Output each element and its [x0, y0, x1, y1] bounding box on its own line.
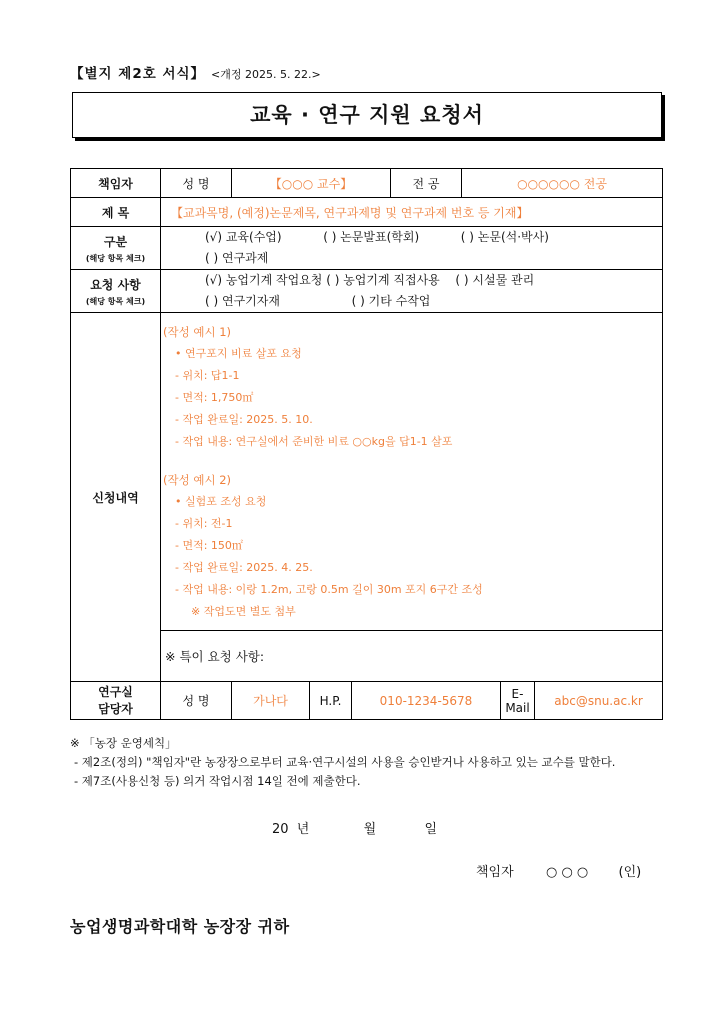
example2-line: - 작업 내용: 이랑 1.2m, 고랑 0.5m 길이 30m 포지 6구간 조성: [175, 583, 483, 596]
notes-title: ※ 「농장 운영세칙」: [70, 736, 177, 750]
request-options: [161, 270, 663, 313]
example2-note: ※ 작업도면 별도 첨부: [191, 605, 296, 618]
signer-seal: (인): [618, 865, 642, 880]
phone-field[interactable]: 010-1234-5678: [352, 682, 501, 720]
revision-date: <개정 2025. 5. 22.>: [211, 68, 321, 81]
date-day: 일: [424, 822, 438, 837]
subject-label: 제 목: [71, 198, 161, 227]
date-line: [272, 818, 437, 837]
form-number-label: 【별지 제2호 서식】: [70, 66, 206, 82]
date-year: 20 년: [272, 822, 310, 837]
page-title: 교육 · 연구 지원 요청서: [250, 103, 484, 127]
example2-line: - 작업 완료일: 2025. 4. 25.: [175, 561, 313, 574]
request-option-equipment[interactable]: ( ) 연구기자재: [205, 294, 280, 308]
request-option-manual-work[interactable]: ( ) 기타 수작업: [351, 294, 431, 308]
contact-row: [71, 682, 663, 720]
special-request-field[interactable]: ※ 특이 요청 사항:: [161, 631, 663, 682]
example1-line: • 연구포지 비료 살포 요청: [175, 347, 302, 360]
example1-line: - 면적: 1,750㎡: [175, 391, 254, 404]
responsible-label: 책임자: [71, 169, 161, 198]
request-option-machine-use[interactable]: ( ) 농업기계 직접사용: [326, 273, 440, 287]
request-label: 요청 사항: [90, 277, 141, 292]
request-row: [71, 270, 663, 313]
signer-name: ○ ○ ○: [545, 865, 589, 880]
example2-line: • 실험포 조성 요청: [175, 495, 267, 508]
example1-line: - 위치: 답1-1: [175, 369, 240, 382]
details-label: 신청내역: [71, 313, 161, 682]
major-field[interactable]: ○○○○○○ 전공: [462, 169, 663, 198]
example1-line: - 작업 내용: 연구실에서 준비한 비료 ○○kg을 답1-1 살포: [175, 435, 453, 448]
details-field[interactable]: [161, 313, 663, 631]
page-title-box: [72, 92, 662, 138]
category-option-research[interactable]: ( ) 연구과제: [205, 251, 269, 265]
regulation-notes: [70, 734, 615, 791]
category-sublabel: (해당 항목 체크): [85, 253, 146, 263]
responsible-name-field[interactable]: 【○○○ 교수】: [232, 169, 391, 198]
example2-title: (작성 예시 2): [163, 473, 232, 487]
example1-line: - 작업 완료일: 2025. 5. 10.: [175, 413, 313, 426]
email-label: E-Mail: [501, 682, 535, 720]
category-row: [71, 227, 663, 270]
contact-name-label: 성 명: [161, 682, 232, 720]
category-label-cell: [71, 227, 161, 270]
request-option-machine-work[interactable]: (√) 농업기계 작업요청: [205, 273, 323, 287]
contact-name-field[interactable]: 가나다: [232, 682, 310, 720]
title-row: [71, 198, 663, 227]
notes-line: - 제7조(사용신청 등) 의거 작업시점 14일 전에 제출한다.: [74, 774, 361, 788]
phone-label: H.P.: [310, 682, 352, 720]
example2-line: - 위치: 전-1: [175, 517, 233, 530]
responsible-row: [71, 169, 663, 198]
category-option-thesis[interactable]: ( ) 논문(석·박사): [460, 230, 549, 244]
request-label-cell: [71, 270, 161, 313]
form-number: [70, 62, 321, 82]
contact-label-cell: [71, 682, 161, 720]
responsible-name-label: 성 명: [161, 169, 232, 198]
addressee: 농업생명과학대학 농장장 귀하: [70, 917, 290, 936]
request-form-table: [70, 168, 663, 720]
date-month: 월: [363, 822, 377, 837]
category-option-presentation[interactable]: ( ) 논문발표(학회): [323, 230, 420, 244]
request-option-facility[interactable]: ( ) 시설물 관리: [455, 273, 535, 287]
category-option-education[interactable]: (√) 교육(수업): [205, 230, 282, 244]
example1-title: (작성 예시 1): [163, 325, 232, 339]
category-options: [161, 227, 663, 270]
category-label: 구분: [103, 234, 128, 249]
major-label: 전 공: [391, 169, 462, 198]
email-field[interactable]: abc@snu.ac.kr: [535, 682, 663, 720]
contact-label-line1: 연구실: [98, 684, 133, 699]
contact-label-line2: 담당자: [98, 701, 133, 716]
request-sublabel: (해당 항목 체크): [85, 296, 146, 306]
signer-label: 책임자: [476, 865, 514, 880]
signer-line: [476, 861, 641, 880]
subject-field[interactable]: 【교과목명, (예정)논문제목, 연구과제명 및 연구과제 번호 등 기재】: [161, 198, 663, 227]
example2-line: - 면적: 150㎡: [175, 539, 243, 552]
details-row: [71, 313, 663, 631]
notes-line: - 제2조(정의) "책임자"란 농장장으로부터 교육·연구시설의 사용을 승인받거나 사용하고 있는 교수를 말한다.: [74, 755, 616, 769]
